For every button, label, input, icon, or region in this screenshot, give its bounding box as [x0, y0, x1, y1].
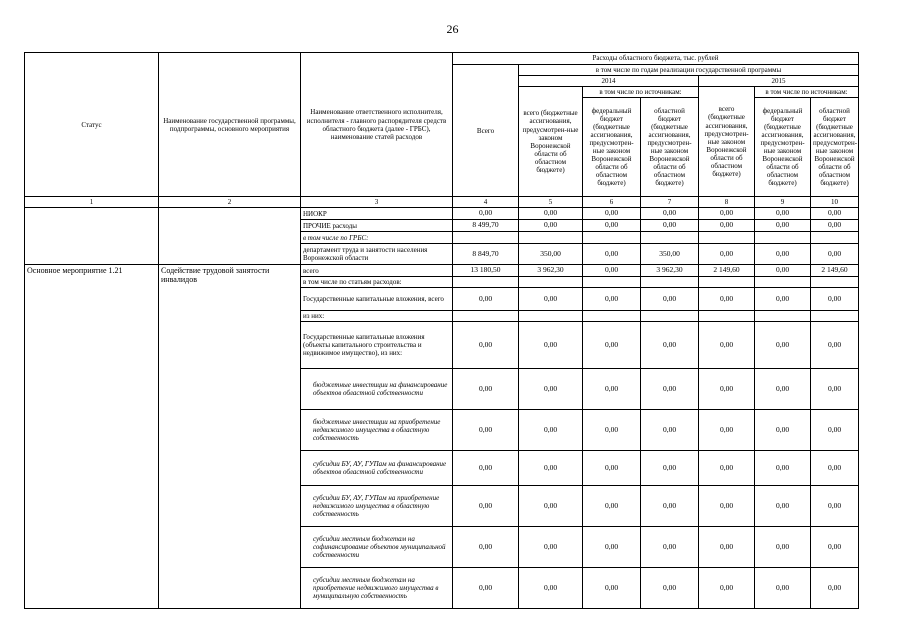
header-2014-all: всего (бюджетные ассигнования, предусмотрен-ные законом Воронежской области об областном бюджете) [519, 87, 583, 197]
value-cell: 0,00 [519, 208, 583, 220]
value-cell: 0,00 [699, 322, 755, 369]
value-cell: 0,00 [519, 486, 583, 527]
value-cell: 0,00 [699, 486, 755, 527]
value-cell: 8 849,70 [453, 244, 519, 265]
value-cell: 0,00 [811, 486, 859, 527]
value-cell [453, 311, 519, 322]
value-cell: 0,00 [641, 208, 699, 220]
value-cell: 0,00 [641, 568, 699, 609]
column-numbers-row [25, 197, 859, 208]
value-cell: 3 962,30 [641, 265, 699, 277]
header-2015-by-sources: в том числе по источникам: [755, 87, 859, 98]
value-cell: 0,00 [519, 451, 583, 486]
value-cell: 0,00 [583, 527, 641, 568]
value-cell: 0,00 [811, 220, 859, 232]
value-cell: 350,00 [519, 244, 583, 265]
header-year-2015: 2015 [699, 76, 859, 87]
value-cell: 0,00 [453, 568, 519, 609]
value-cell: 0,00 [755, 486, 811, 527]
value-cell: 0,00 [811, 288, 859, 311]
column-number: 8 [699, 197, 755, 208]
value-cell: 0,00 [811, 410, 859, 451]
header-by-years: в том числе по годам реализации государственной программы [519, 65, 859, 76]
value-cell [583, 311, 641, 322]
value-cell: 0,00 [453, 322, 519, 369]
value-cell: 0,00 [699, 527, 755, 568]
expense-item-label: бюджетные инвестиции на приобретение недвижимого имущества в областную собственность [301, 410, 453, 451]
value-cell: 0,00 [519, 220, 583, 232]
column-number: 9 [755, 197, 811, 208]
value-cell [755, 277, 811, 288]
table-row [25, 265, 859, 277]
value-cell: 0,00 [811, 568, 859, 609]
value-cell: 350,00 [641, 244, 699, 265]
value-cell: 0,00 [583, 568, 641, 609]
header-2014-regional: областной бюджет (бюджетные ассигнования, предусмотрен-ные законом Воронежской области об областном бюджете) [641, 98, 699, 197]
value-cell [641, 311, 699, 322]
header-executor: Наименование ответственного исполнителя, исполнителя - главного распорядителя средств областного бюджета (далее - ГРБС), наименование статей расходов [301, 53, 453, 197]
column-number: 10 [811, 197, 859, 208]
value-cell: 0,00 [453, 369, 519, 410]
value-cell: 0,00 [583, 410, 641, 451]
value-cell: 0,00 [453, 288, 519, 311]
value-cell: 0,00 [755, 265, 811, 277]
header-year-2014: 2014 [519, 76, 699, 87]
value-cell [811, 311, 859, 322]
value-cell: 0,00 [811, 527, 859, 568]
budget-table [24, 52, 859, 609]
header-program-name: Наименование государственной программы, подпрограммы, основного мероприятия [159, 53, 301, 197]
value-cell: 0,00 [583, 369, 641, 410]
expense-item-label: Государственные капитальные вложения (объекты капитального строительства и недвижимое имущество), из них: [301, 322, 453, 369]
status-cell-empty [25, 208, 159, 265]
value-cell: 0,00 [699, 568, 755, 609]
value-cell: 0,00 [583, 486, 641, 527]
value-cell: 0,00 [755, 369, 811, 410]
expense-item-label: бюджетные инвестиции на финансирование объектов областной собственности [301, 369, 453, 410]
header-2015-all: всего (бюджетные ассигнования, предусмотрен-ные законом Воронежской области об областном бюджете) [699, 87, 755, 197]
value-cell: 0,00 [583, 322, 641, 369]
value-cell: 0,00 [755, 220, 811, 232]
value-cell: 0,00 [755, 288, 811, 311]
value-cell: 13 180,50 [453, 265, 519, 277]
expense-item-label: субсидии местным бюджетам на приобретение недвижимого имущества в муниципальную собственность [301, 568, 453, 609]
header-2014-federal: федеральный бюджет (бюджетные ассигнования, предусмотрен-ные законом Воронежской области об областном бюджете) [583, 98, 641, 197]
value-cell [699, 232, 755, 244]
value-cell: 0,00 [641, 527, 699, 568]
value-cell: 0,00 [519, 527, 583, 568]
value-cell: 0,00 [641, 410, 699, 451]
expense-item-label: субсидии местным бюджетам на софинансирование объектов муниципальной собственности [301, 527, 453, 568]
expense-item-label: из них: [301, 311, 453, 322]
header-expenses-title: Расходы областного бюджета, тыс. рублей [453, 53, 859, 65]
value-cell: 0,00 [699, 369, 755, 410]
value-cell: 0,00 [811, 208, 859, 220]
expense-item-label: Государственные капитальные вложения, всего [301, 288, 453, 311]
column-number: 2 [159, 197, 301, 208]
expense-item-label: НИОКР [301, 208, 453, 220]
value-cell: 0,00 [811, 451, 859, 486]
column-number: 4 [453, 197, 519, 208]
value-cell: 0,00 [755, 568, 811, 609]
value-cell [519, 232, 583, 244]
value-cell: 2 149,60 [699, 265, 755, 277]
header-status: Статус [25, 53, 159, 197]
value-cell [519, 277, 583, 288]
value-cell: 0,00 [453, 208, 519, 220]
value-cell: 0,00 [583, 208, 641, 220]
header-2015-federal: федеральный бюджет (бюджетные ассигнования, предусмотрен-ные законом Воронежской области об областном бюджете) [755, 98, 811, 197]
page-number: 26 [446, 22, 459, 36]
column-number: 3 [301, 197, 453, 208]
program-cell-empty [159, 208, 301, 265]
expense-item-label: в том числе по ГРБС: [301, 232, 453, 244]
value-cell: 8 499,70 [453, 220, 519, 232]
value-cell: 0,00 [453, 410, 519, 451]
value-cell: 0,00 [755, 244, 811, 265]
value-cell: 0,00 [519, 322, 583, 369]
value-cell: 0,00 [641, 288, 699, 311]
value-cell: 0,00 [699, 220, 755, 232]
value-cell: 0,00 [699, 208, 755, 220]
column-number: 5 [519, 197, 583, 208]
table-row [25, 208, 859, 220]
value-cell: 0,00 [755, 208, 811, 220]
expense-item-label: субсидии БУ, АУ, ГУПам на финансирование объектов областной собственности [301, 451, 453, 486]
column-number: 1 [25, 197, 159, 208]
value-cell: 0,00 [519, 410, 583, 451]
value-cell: 0,00 [699, 288, 755, 311]
column-number: 7 [641, 197, 699, 208]
value-cell: 0,00 [453, 527, 519, 568]
value-cell: 0,00 [641, 220, 699, 232]
value-cell [811, 232, 859, 244]
value-cell [583, 232, 641, 244]
value-cell: 0,00 [641, 486, 699, 527]
value-cell: 0,00 [755, 451, 811, 486]
value-cell [641, 232, 699, 244]
value-cell: 0,00 [699, 410, 755, 451]
value-cell: 0,00 [641, 451, 699, 486]
value-cell [755, 232, 811, 244]
value-cell [699, 311, 755, 322]
value-cell: 0,00 [755, 410, 811, 451]
value-cell [453, 232, 519, 244]
value-cell: 0,00 [453, 486, 519, 527]
column-number: 6 [583, 197, 641, 208]
value-cell: 3 962,30 [519, 265, 583, 277]
value-cell: 0,00 [699, 244, 755, 265]
measure-status: Основное мероприятие 1.21 [25, 265, 159, 609]
value-cell: 0,00 [519, 369, 583, 410]
expense-item-label: субсидии БУ, АУ, ГУПам на приобретение недвижимого имущества в областную собственность [301, 486, 453, 527]
header-2014-by-sources: в том числе по источникам: [583, 87, 699, 98]
value-cell: 0,00 [811, 244, 859, 265]
value-cell [641, 277, 699, 288]
value-cell: 0,00 [583, 451, 641, 486]
value-cell: 0,00 [811, 322, 859, 369]
value-cell: 0,00 [519, 288, 583, 311]
value-cell: 0,00 [583, 244, 641, 265]
value-cell [699, 277, 755, 288]
value-cell [453, 277, 519, 288]
value-cell: 0,00 [453, 451, 519, 486]
expense-item-label: департамент труда и занятости населения Воронежской области [301, 244, 453, 265]
value-cell [519, 311, 583, 322]
value-cell: 0,00 [519, 568, 583, 609]
value-cell: 0,00 [583, 220, 641, 232]
value-cell: 0,00 [583, 265, 641, 277]
expense-item-label: всего [301, 265, 453, 277]
value-cell [755, 311, 811, 322]
header-2015-regional: областной бюджет (бюджетные ассигнования, предусмотрен-ные законом Воронежской области об областном бюджете) [811, 98, 859, 197]
value-cell: 0,00 [583, 288, 641, 311]
value-cell: 0,00 [755, 322, 811, 369]
expense-item-label: в том числе по статьям расходов: [301, 277, 453, 288]
expense-item-label: ПРОЧИЕ расходы [301, 220, 453, 232]
value-cell: 2 149,60 [811, 265, 859, 277]
value-cell: 0,00 [641, 322, 699, 369]
value-cell [583, 277, 641, 288]
value-cell: 0,00 [641, 369, 699, 410]
value-cell: 0,00 [699, 451, 755, 486]
header-total: Всего [453, 65, 519, 197]
value-cell: 0,00 [811, 369, 859, 410]
value-cell: 0,00 [755, 527, 811, 568]
measure-name: Содействие трудовой занятости инвалидов [159, 265, 301, 609]
value-cell [811, 277, 859, 288]
